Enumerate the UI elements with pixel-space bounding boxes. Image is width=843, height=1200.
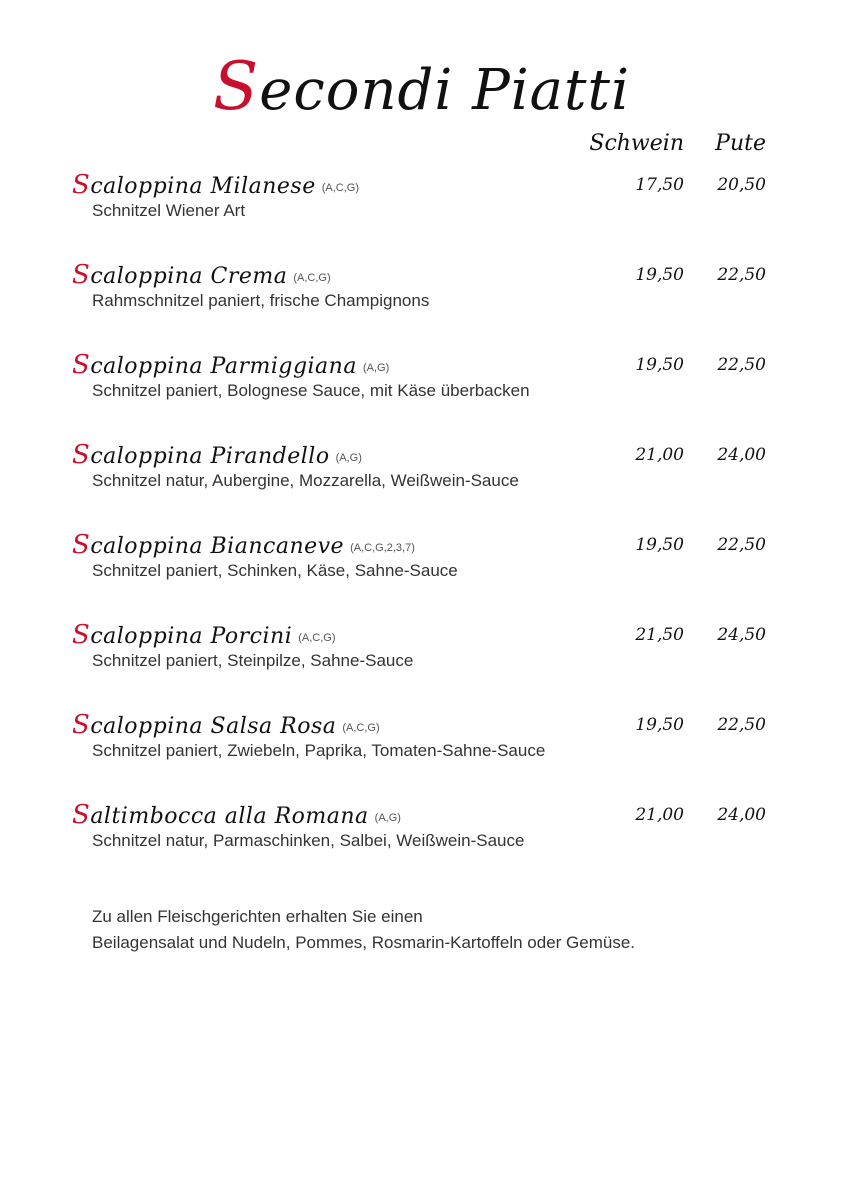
allergen-codes: (A,C,G): [298, 632, 336, 644]
dish-name-rest: caloppina Biancaneve: [90, 534, 345, 559]
price-schwein: 21,50: [635, 625, 684, 645]
dish-description: Schnitzel paniert, Zwiebeln, Paprika, Tomaten-Sahne-Sauce: [92, 741, 546, 760]
price-pute: 22,50: [717, 265, 766, 285]
price-schwein: 19,50: [635, 535, 684, 555]
dish-description: Schnitzel natur, Parmaschinken, Salbei, Weißwein-Sauce: [92, 831, 525, 850]
column-header-pute: Pute: [715, 131, 766, 156]
dish-name-rest: caloppina Milanese: [90, 174, 316, 199]
dish-name-rest: caloppina Salsa Rosa: [90, 714, 337, 739]
dish-name: [72, 170, 316, 200]
dish-initial: S: [72, 440, 91, 470]
price-schwein: 17,50: [635, 175, 684, 195]
dish-name-line: [72, 530, 415, 560]
menu-item: [72, 710, 772, 790]
menu-item: [72, 260, 772, 340]
dish-name-rest: caloppina Porcini: [90, 624, 293, 649]
menu-item: [72, 620, 772, 700]
dish-name-line: [72, 710, 380, 740]
price-schwein: 19,50: [635, 715, 684, 735]
dish-description: Schnitzel Wiener Art: [92, 201, 246, 220]
column-header-schwein: Schwein: [589, 131, 684, 156]
dish-initial: S: [72, 530, 91, 560]
allergen-codes: (A,C,G): [342, 722, 380, 734]
price-pute: 20,50: [717, 175, 766, 195]
dish-name: [72, 350, 357, 380]
menu-item: [72, 350, 772, 430]
side-dish-note-line-1: Zu allen Fleischgerichten erhalten Sie einen: [92, 907, 423, 926]
dish-description: Schnitzel paniert, Bolognese Sauce, mit Käse überbacken: [92, 381, 530, 400]
dish-name: [72, 710, 337, 740]
price-pute: 22,50: [717, 715, 766, 735]
price-schwein: 19,50: [635, 355, 684, 375]
menu-item: [72, 170, 772, 250]
menu-item: [72, 530, 772, 610]
title-rest: econdi Piatti: [259, 58, 630, 123]
price-pute: 22,50: [717, 535, 766, 555]
page-title: [0, 48, 843, 126]
title-initial: S: [213, 48, 260, 125]
side-dish-note: [92, 904, 635, 956]
allergen-codes: (A,G): [362, 362, 390, 374]
allergen-codes: (A,C,G,2,3,7): [350, 542, 415, 554]
dish-name-line: [72, 260, 331, 290]
price-schwein: 21,00: [635, 805, 684, 825]
allergen-codes: (A,C,G): [293, 272, 331, 284]
dish-name-line: [72, 170, 359, 200]
dish-initial: S: [72, 800, 91, 830]
dish-name-line: [72, 620, 336, 650]
dish-initial: S: [72, 170, 91, 200]
dish-name: [72, 260, 288, 290]
allergen-codes: (A,G): [374, 812, 401, 824]
price-pute: 24,00: [717, 445, 766, 465]
dish-name: [72, 440, 330, 470]
dish-name-line: [72, 350, 389, 380]
dish-name: [72, 800, 369, 830]
dish-name: [72, 530, 345, 560]
dish-description: Rahmschnitzel paniert, frische Champignons: [92, 291, 430, 310]
dish-description: Schnitzel paniert, Steinpilze, Sahne-Sauce: [92, 651, 414, 670]
dish-name: [72, 620, 293, 650]
price-pute: 24,50: [717, 625, 766, 645]
dish-description: Schnitzel natur, Aubergine, Mozzarella, Weißwein-Sauce: [92, 471, 519, 490]
dish-name-rest: caloppina Pirandello: [90, 444, 330, 469]
allergen-codes: (A,C,G): [321, 182, 360, 194]
dish-name-rest: altimbocca alla Romana: [90, 804, 369, 829]
dish-initial: S: [72, 710, 91, 740]
price-pute: 24,00: [717, 805, 766, 825]
allergen-codes: (A,G): [335, 452, 362, 464]
dish-name-line: [72, 800, 401, 830]
price-pute: 22,50: [717, 355, 766, 375]
dish-name-rest: caloppina Parmiggiana: [90, 354, 357, 379]
side-dish-note-line-2: Beilagensalat und Nudeln, Pommes, Rosmarin-Kartoffeln oder Gemüse.: [92, 933, 636, 952]
dish-initial: S: [72, 260, 91, 290]
dish-name-line: [72, 440, 362, 470]
dish-description: Schnitzel paniert, Schinken, Käse, Sahne-Sauce: [92, 561, 458, 580]
menu-item: [72, 440, 772, 520]
dish-initial: S: [72, 350, 91, 380]
price-schwein: 19,50: [635, 265, 684, 285]
price-schwein: 21,00: [635, 445, 684, 465]
dish-name-rest: caloppina Crema: [90, 264, 288, 289]
dish-initial: S: [72, 620, 91, 650]
menu-item: [72, 800, 772, 880]
